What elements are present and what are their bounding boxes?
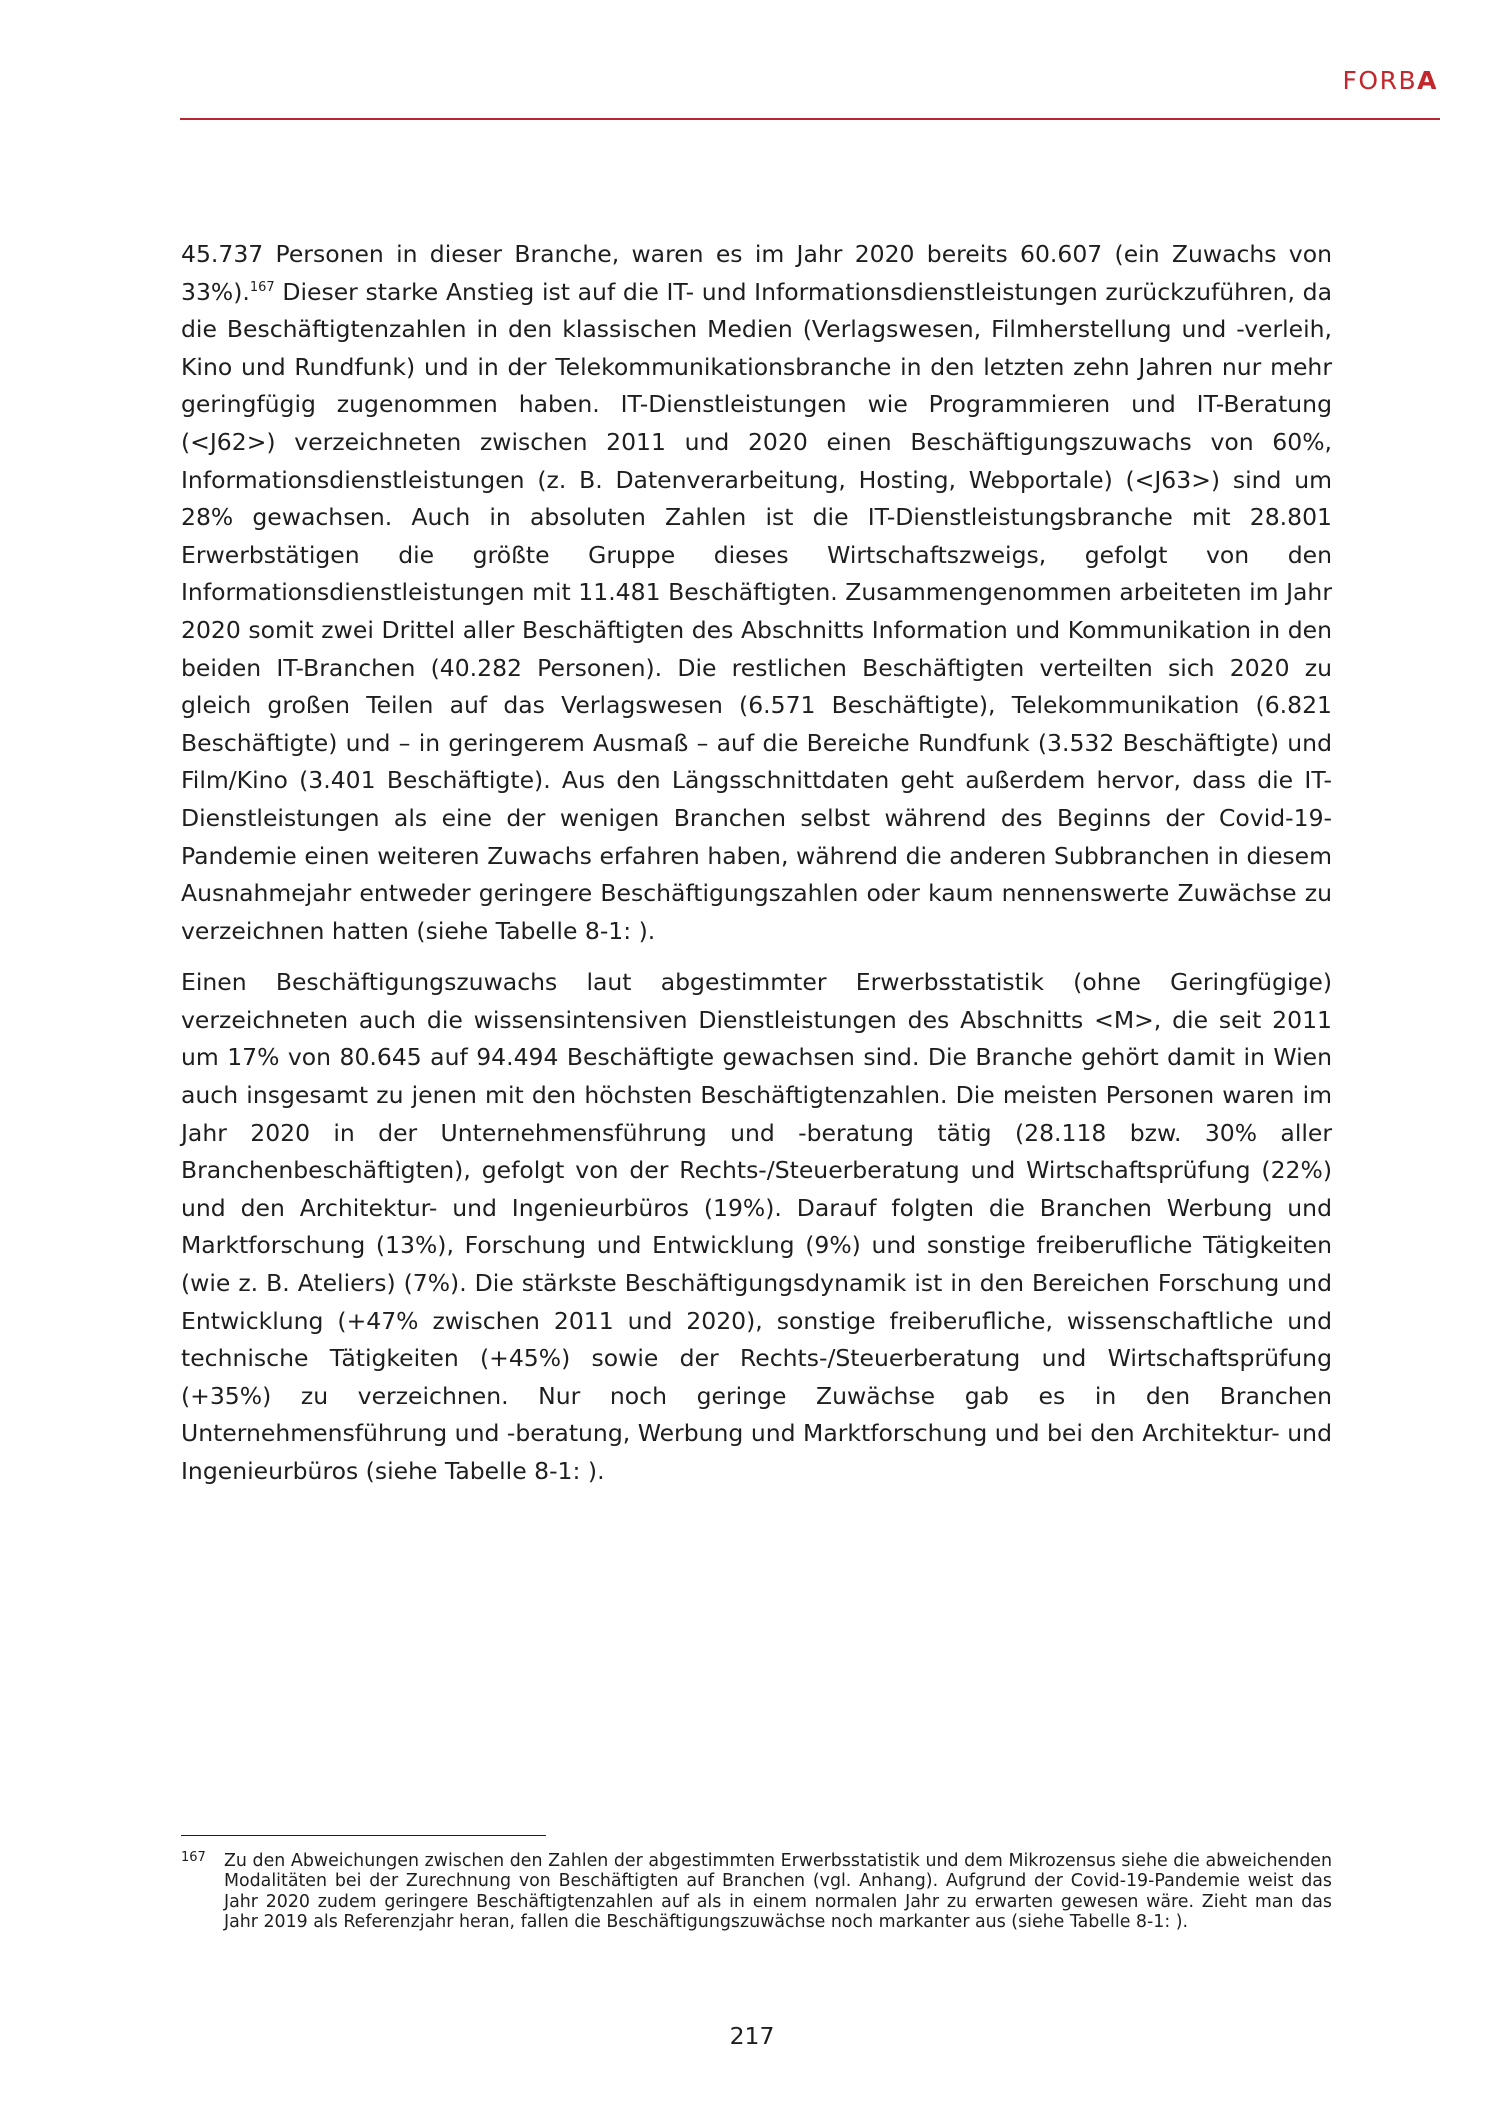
logo-prefix: FORB bbox=[1342, 66, 1418, 95]
footnote-reference[interactable]: 167 bbox=[249, 279, 275, 295]
paragraph-text: Dieser starke Anstieg ist auf die IT- und Informationsdienstleistungen zurückzuführen, da die Beschäftigtenzahlen in den klassischen Medien (Verlagswesen, Filmherstellung und -verleih, Kino und Rundfunk) und in der Telekommunikationsbranche in den letzten zehn Jahren nur mehr geringfügig zugenommen haben. IT-Dienstleistungen wie Programmieren und IT-Beratung (<J62>) verzeichneten zwischen 2011 und 2020 einen Beschäftigungszuwachs von 60%, Informationsdienstleistungen (z. B. Datenverarbeitung, Hosting, Webportale) (<J63>) sind um 28% gewachsen. Auch in absoluten Zahlen ist die IT-Dienstleistungsbranche mit 28.801 Erwerbstätigen die größte Gruppe dieses Wirtschaftszweigs, gefolgt von den Informationsdienstleistungen mit 11.481 Beschäftigten. Zusammengenommen arbeiteten im Jahr 2020 somit zwei Drittel aller Beschäftigten des Abschnitts Information und Kommunikation in den beiden IT-Branchen (40.282 Personen). Die restlichen Beschäftigten verteilten sich 2020 zu gleich großen Teilen auf das Verlagswesen (6.571 Beschäftigte), Telekommunikation (6.821 Beschäftigte) und – in geringerem Ausmaß – auf die Bereiche Rundfunk (3.532 Beschäftigte) und Film/Kino (3.401 Beschäftigte). Aus den Längsschnittdaten geht außerdem hervor, dass die IT-Dienstleistungen als eine der wenigen Branchen selbst während des Beginns der Covid-19-Pandemie einen weiteren Zuwachs erfahren haben, während die anderen Subbranchen in diesem Ausnahmejahr entweder geringere Beschäftigungszahlen oder kaum nennenswerte Zuwächse zu verzeichnen hatten (siehe Tabelle 8-1: ). bbox=[181, 277, 1332, 945]
body-text bbox=[181, 236, 1332, 1491]
footnote-divider bbox=[181, 1835, 546, 1836]
footnote-text: Zu den Abweichungen zwischen den Zahlen der abgestimmten Erwerbsstatistik und dem Mikrozensus siehe die abweichenden Modalitäten bei der Zurechnung von Beschäftigten auf Branchen (vgl. Anhang). Aufgrund der Covid-19-Pandemie weist das Jahr 2020 zudem geringere Beschäftigtenzahlen auf als in einem normalen Jahr zu erwarten gewesen wäre. Zieht man das Jahr 2019 als Referenzjahr heran, fallen die Beschäftigungszuwächse noch markanter aus (siehe Tabelle 8-1: ). bbox=[224, 1851, 1332, 1933]
forba-logo bbox=[1343, 66, 1438, 96]
page-number: 217 bbox=[729, 2022, 775, 2050]
paragraph-text: 45.737 Personen in dieser Branche, waren es im Jahr 2020 bereits 60.607 (ein Zuwachs von 33%). bbox=[181, 240, 1332, 306]
header-divider bbox=[180, 118, 1440, 120]
paragraph bbox=[181, 236, 1332, 950]
footnote-number: 167 bbox=[181, 1850, 206, 1865]
paragraph: Einen Beschäftigungszuwachs laut abgestimmter Erwerbsstatistik (ohne Geringfügige) verzeichneten auch die wissensintensiven Dienstleistungen des Abschnitts <M>, die seit 2011 um 17% von 80.645 auf 94.494 Beschäftigte gewachsen sind. Die Branche gehört damit in Wien auch insgesamt zu jenen mit den höchsten Beschäftigtenzahlen. Die meisten Personen waren im Jahr 2020 in der Unternehmensführung und -beratung tätig (28.118 bzw. 30% aller Branchenbeschäftigten), gefolgt von der Rechts-/Steuerberatung und Wirtschaftsprüfung (22%) und den Architektur- und Ingenieurbüros (19%). Darauf folgten die Branchen Werbung und Marktforschung (13%), Forschung und Entwicklung (9%) und sonstige freiberufliche Tätigkeiten (wie z. B. Ateliers) (7%). Die stärkste Beschäftigungsdynamik ist in den Bereichen Forschung und Entwicklung (+47% zwischen 2011 und 2020), sonstige freiberufliche, wissenschaftliche und technische Tätigkeiten (+45%) sowie der Rechts-/Steuerberatung und Wirtschaftsprüfung (+35%) zu verzeichnen. Nur noch geringe Zuwächse gab es in den Branchen Unternehmensführung und -beratung, Werbung und Marktforschung und bei den Architektur- und Ingenieurbüros (siehe Tabelle 8-1: ). bbox=[181, 968, 1332, 1485]
logo-suffix: A bbox=[1417, 66, 1438, 95]
footnote bbox=[181, 1851, 1332, 1933]
